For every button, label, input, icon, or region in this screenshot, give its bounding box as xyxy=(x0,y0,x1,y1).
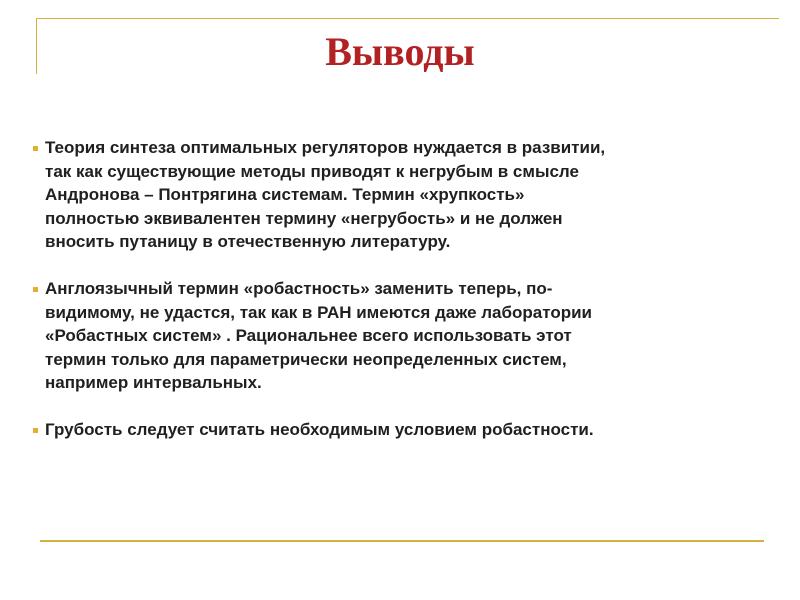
bullet-item xyxy=(32,136,772,254)
bullet-line: например интервальных. xyxy=(45,373,262,392)
bullet-square-icon xyxy=(33,146,38,151)
bullet-line: так как существующие методы приводят к негрубым в смысле xyxy=(45,161,579,181)
bullet-line: «Робастных систем» . Рациональнее всего использовать этот xyxy=(45,326,572,345)
bullet-item xyxy=(32,418,772,442)
bullet-line: видимому, не удастся, так как в РАН имеются даже лаборатории xyxy=(45,302,593,322)
bullet-line: Теория синтеза оптимальных регуляторов нуждается в развитии, xyxy=(45,138,606,157)
bullet-square-icon xyxy=(33,428,38,433)
bullet-line: вносить путаницу в отечественную литературу. xyxy=(45,232,451,251)
bullet-list xyxy=(32,136,772,465)
slide-title: Выводы xyxy=(325,29,475,74)
top-rule xyxy=(36,18,779,19)
bullet-line: термин только для параметрически неопределенных систем, xyxy=(45,349,567,369)
bullet-item xyxy=(32,277,772,395)
bullet-line: Андронова – Понтрягина системам. Термин «хрупкость» xyxy=(45,185,525,204)
bullet-line: полностью эквивалентен термину «негрубость» и не должен xyxy=(45,208,563,228)
bullet-line: Англоязычный термин «робастность» заменить теперь, по- xyxy=(45,279,553,298)
bullet-line: Грубость следует считать необходимым условием робастности. xyxy=(45,420,594,439)
bottom-rule xyxy=(40,540,764,542)
bullet-square-icon xyxy=(33,287,38,292)
